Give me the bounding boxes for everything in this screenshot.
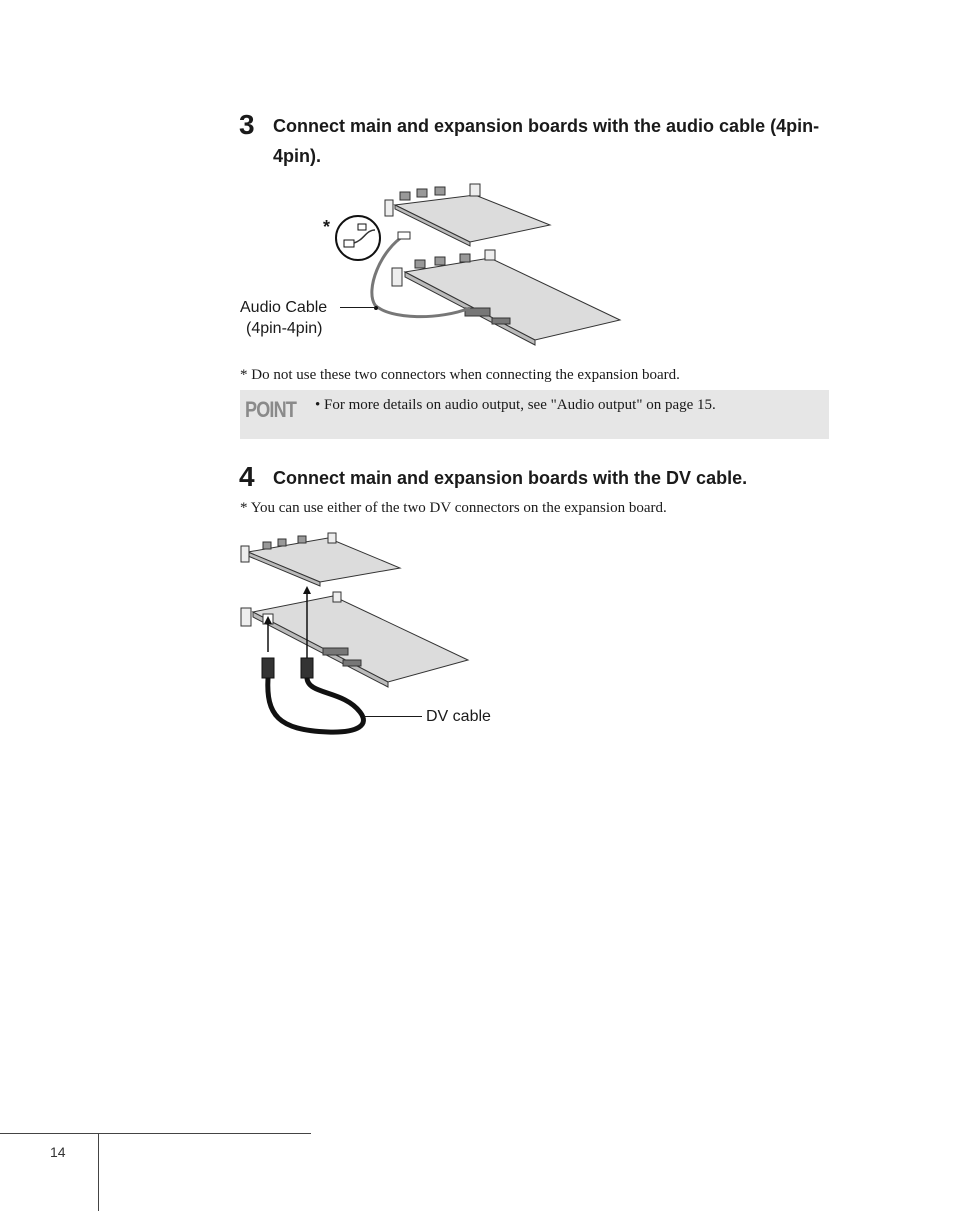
- audio-cable-label-sub: (4pin-4pin): [246, 320, 323, 337]
- step-3-note: * Do not use these two connectors when connecting the expansion board.: [240, 367, 680, 383]
- point-text: • For more details on audio output, see "Audio output" on page 15.: [315, 397, 716, 413]
- dv-cable-label: DV cable: [426, 708, 491, 725]
- step-3-number: 3: [239, 109, 255, 140]
- step-4-number: 4: [239, 461, 255, 492]
- point-logo: POINT: [245, 397, 297, 422]
- audio-cable-illustration: [320, 180, 630, 350]
- footer-rule: [0, 1133, 311, 1134]
- audio-cable-label: Audio Cable: [240, 299, 328, 316]
- dv-cable-leader-line: [364, 716, 422, 717]
- audio-cable-leader-line: [340, 307, 376, 308]
- step-4-note: * You can use either of the two DV connectors on the expansion board.: [240, 500, 667, 516]
- page-number: 14: [50, 1144, 66, 1160]
- step-4-heading: Connect main and expansion boards with the DV cable.: [273, 468, 748, 488]
- connector-asterisk: *: [323, 217, 331, 237]
- footer-divider: [98, 1133, 99, 1211]
- step-3-heading: Connect main and expansion boards with the audio cable (4pin-4pin).: [273, 116, 820, 166]
